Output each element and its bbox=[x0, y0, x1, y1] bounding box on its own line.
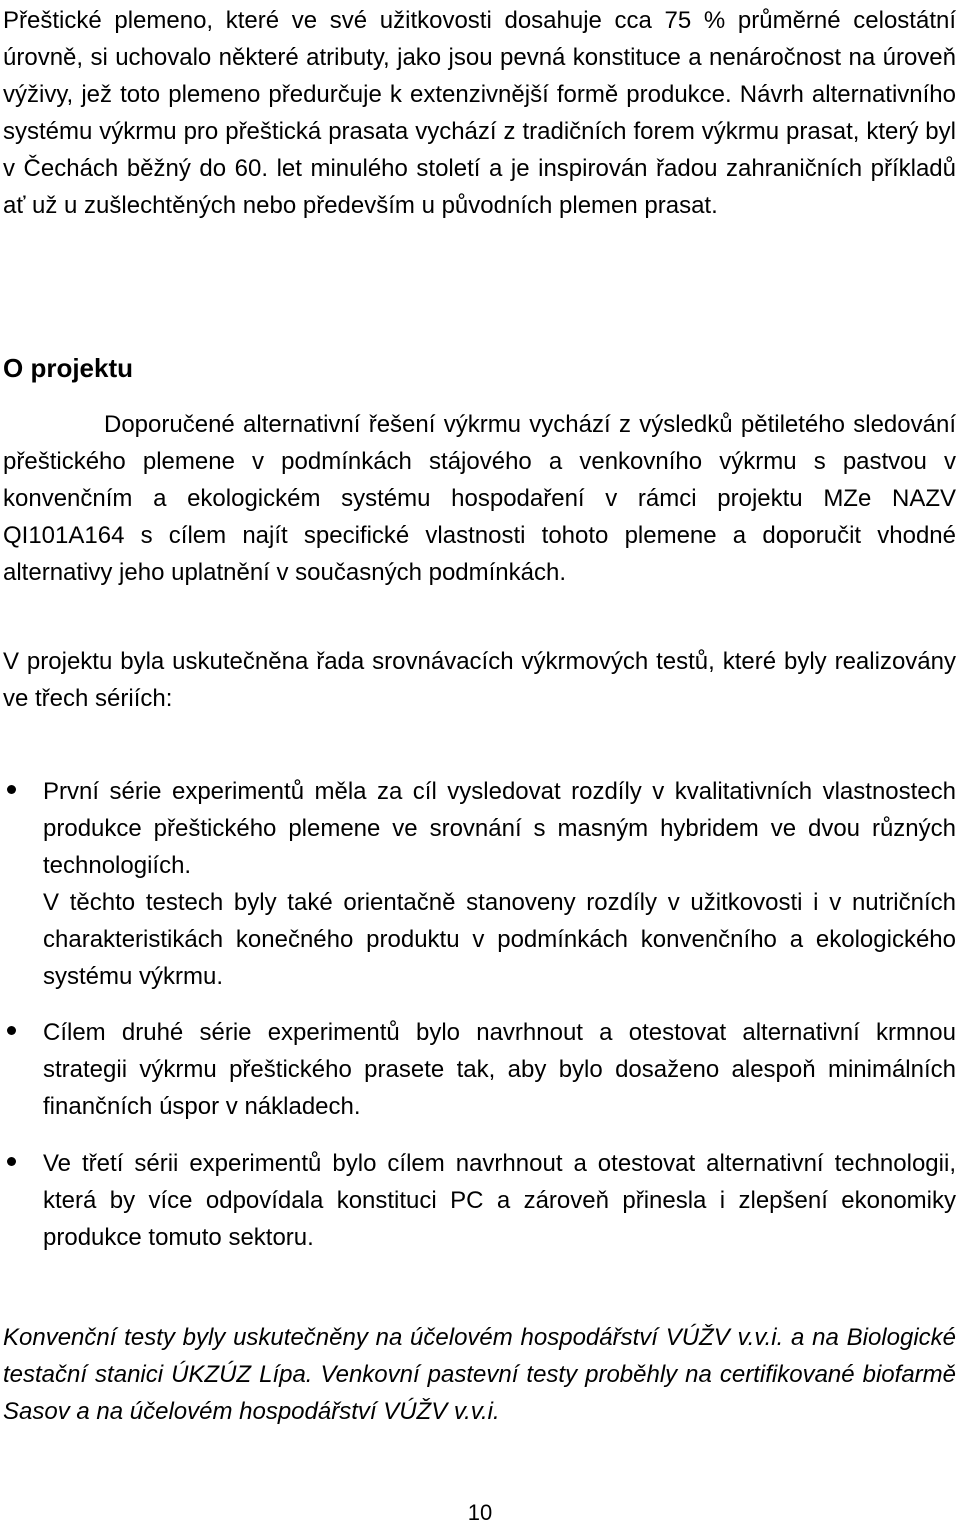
bullet-dot-icon bbox=[7, 1026, 16, 1035]
bullet-dot-icon bbox=[7, 1157, 16, 1166]
bullet-dot-icon bbox=[7, 785, 16, 794]
bullet-text-continuation: V těchto testech byly také orientačně stanoveny rozdíly v užitkovosti i v nutričních charakteristikách konečného produktu v podmínkách konvenčního a ekologického systému výkrmu. bbox=[43, 889, 956, 990]
closing-italic-paragraph: Konvenční testy byly uskutečněny na účelovém hospodářství VÚŽV v.v.i. a na Biologické testační stanici ÚKZÚZ Lípa. Venkovní pastevní testy proběhly na certifikované biofarmě Sasov a na účelovém hospodářství VÚŽV v.v.i. bbox=[3, 1324, 956, 1425]
bullet-item-series-1 bbox=[3, 773, 956, 995]
bullet-item-series-2 bbox=[3, 1014, 956, 1125]
bullet-text: Ve třetí sérii experimentů bylo cílem navrhnout a otestovat alternativní technologii, která by více odpovídala konstituci PC a zároveň přinesla i zlepšení ekonomiky produkce tomuto sektoru. bbox=[43, 1150, 956, 1251]
bullet-item-series-3 bbox=[3, 1145, 956, 1256]
series-intro-paragraph: V projektu byla uskutečněna řada srovnávacích výkrmových testů, které byly realizovány ve třech sériích: bbox=[3, 648, 956, 712]
bullet-text: První série experimentů měla za cíl vysledovat rozdíly v kvalitativních vlastnostech produkce přeštického plemene ve srovnání s masným hybridem ve dvou různých technologiích. bbox=[43, 778, 956, 879]
project-paragraph: Doporučené alternativní řešení výkrmu vychází z výsledků pětiletého sledování přeštického plemene v podmínkách stájového a venkovního výkrmu s pastvou v konvenčním a ekologickém systému hospodaření v rámci projektu MZe NAZV QI101A164 s cílem najít specifické vlastnosti tohoto plemene a doporučit vhodné alternativy jeho uplatnění v současných podmínkách. bbox=[3, 411, 956, 586]
series-bullet-list bbox=[3, 773, 956, 1256]
section-heading: O projektu bbox=[3, 353, 134, 383]
intro-paragraph: Přeštické plemeno, které ve své užitkovosti dosahuje cca 75 % průměrné celostátní úrovně, si uchovalo některé atributy, jako jsou pevná konstituce a nenáročnost na úroveň výživy, jež toto plemeno předurčuje k extenzivnější formě produkce. Návrh alternativního systému výkrmu pro přeštická prasata vychází z tradičních forem výkrmu prasat, který byl v Čechách běžný do 60. let minulého století a je inspirován řadou zahraničních příkladů ať už u zušlechtěných nebo především u původních plemen prasat. bbox=[3, 7, 956, 219]
bullet-text: Cílem druhé série experimentů bylo navrhnout a otestovat alternativní krmnou strategii výkrmu přeštického prasete tak, aby bylo dosaženo alespoň minimálních finančních úspor v nákladech. bbox=[43, 1019, 956, 1120]
page-number: 10 bbox=[467, 1500, 493, 1525]
